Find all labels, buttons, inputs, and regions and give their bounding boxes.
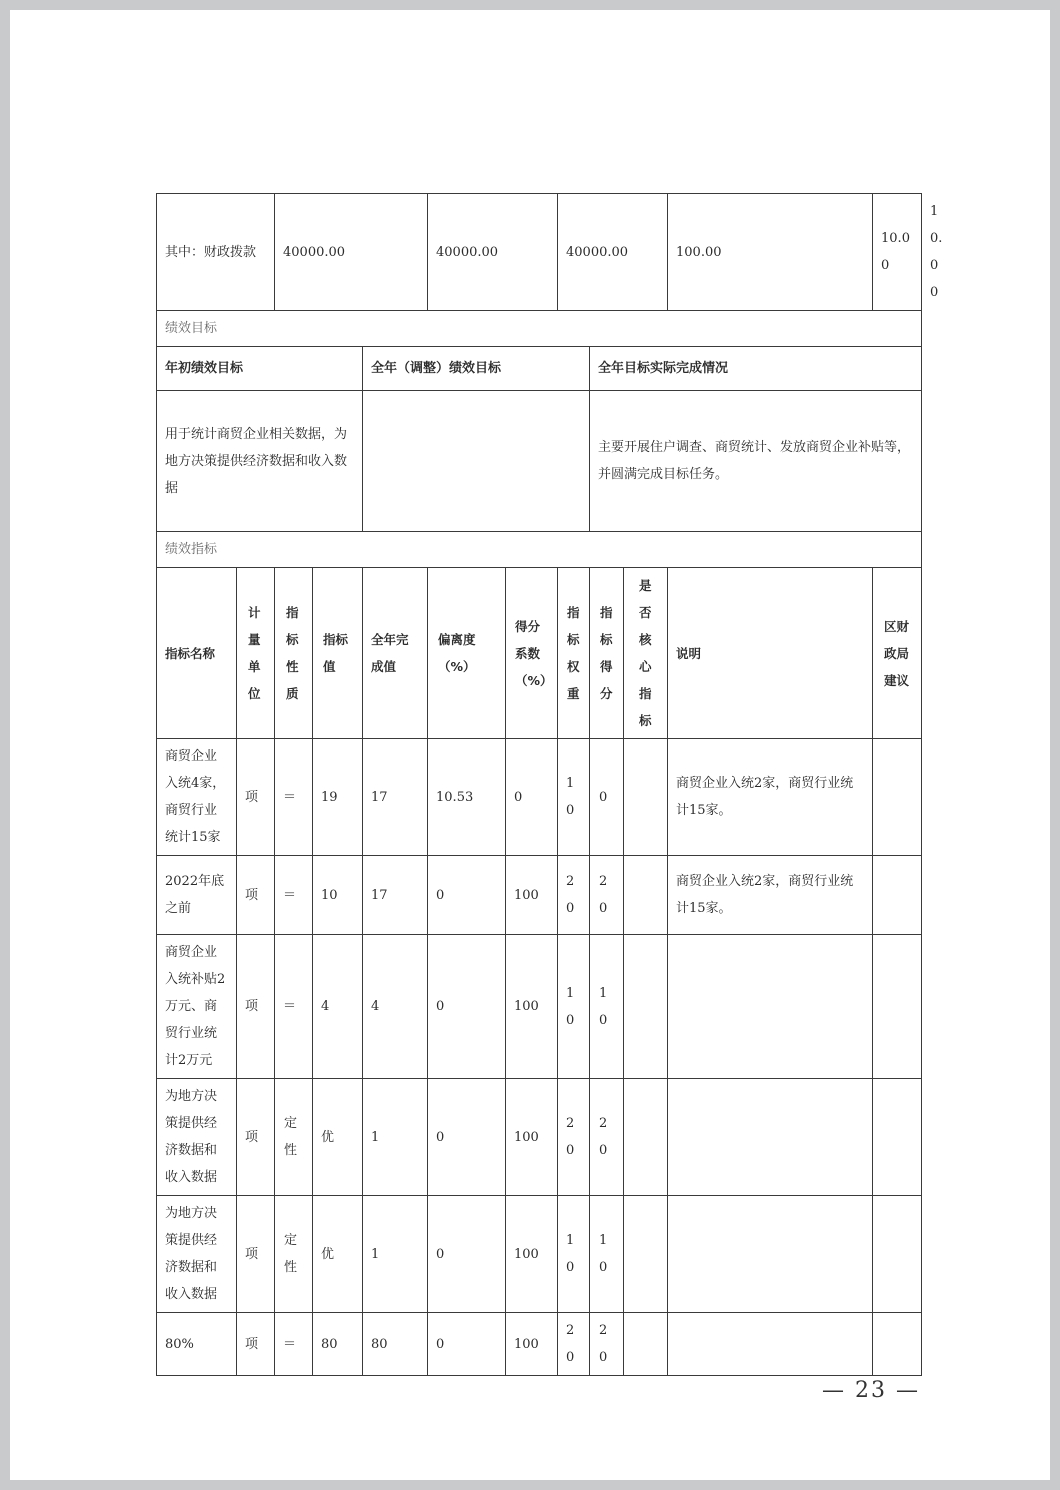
col-header: 是否核心指标 bbox=[624, 568, 668, 739]
indicator-note bbox=[668, 1313, 873, 1376]
indicator-name: 80% bbox=[157, 1313, 237, 1376]
indicator-advice bbox=[873, 1313, 922, 1376]
col-header: 指标得分 bbox=[590, 568, 624, 739]
budget-row-label: 其中：财政拨款 bbox=[157, 194, 275, 311]
table-row bbox=[157, 1313, 922, 1376]
budget-value: 100.00 bbox=[668, 194, 873, 311]
indicator-deviation: 0 bbox=[428, 1079, 506, 1196]
col-header: 指标权重 bbox=[558, 568, 590, 739]
table-row bbox=[157, 1196, 922, 1313]
indicator-core bbox=[624, 856, 668, 935]
indicator-unit: 项 bbox=[237, 739, 275, 856]
indicator-weight: 10 bbox=[558, 739, 590, 856]
table-row bbox=[157, 739, 922, 856]
performance-table bbox=[156, 193, 943, 1376]
budget-row: 其中：财政拨款 40000.00 40000.00 40000.00 100.00 10.00 10.00 bbox=[157, 194, 922, 311]
indicator-advice bbox=[873, 856, 922, 935]
indicator-advice bbox=[873, 1196, 922, 1313]
indicator-name: 2022年底之前 bbox=[157, 856, 237, 935]
col-header: 说明 bbox=[668, 568, 873, 739]
indicator-target: 19 bbox=[313, 739, 363, 856]
indicator-actual: 80 bbox=[363, 1313, 428, 1376]
col-header: 指标性质 bbox=[275, 568, 313, 739]
indicator-target: 80 bbox=[313, 1313, 363, 1376]
col-header: 全年完成值 bbox=[363, 568, 428, 739]
indicator-coef: 100 bbox=[506, 1079, 558, 1196]
indicator-unit: 项 bbox=[237, 856, 275, 935]
adjusted-goal-text bbox=[363, 391, 590, 532]
actual-completion-text: 主要开展住户调查、商贸统计、发放商贸企业补贴等，并圆满完成目标任务。 bbox=[590, 391, 922, 532]
indicator-note bbox=[668, 935, 873, 1079]
header-adjusted-goal: 全年（调整）绩效目标 bbox=[363, 347, 590, 391]
col-header: 区财政局建议 bbox=[873, 568, 922, 739]
indicator-deviation: 10.53 bbox=[428, 739, 506, 856]
indicator-score: 0 bbox=[590, 739, 624, 856]
indicator-target: 4 bbox=[313, 935, 363, 1079]
table-row bbox=[157, 1079, 922, 1196]
indicator-actual: 17 bbox=[363, 856, 428, 935]
indicator-score: 10 bbox=[590, 1196, 624, 1313]
indicator-target: 10 bbox=[313, 856, 363, 935]
page-number: — 23 — bbox=[822, 1378, 920, 1403]
indicator-nature: ＝ bbox=[275, 935, 313, 1079]
indicator-note bbox=[668, 1079, 873, 1196]
indicator-nature: 定性 bbox=[275, 1079, 313, 1196]
indicator-deviation: 0 bbox=[428, 935, 506, 1079]
indicator-target: 优 bbox=[313, 1079, 363, 1196]
col-header: 指标名称 bbox=[157, 568, 237, 739]
indicator-actual: 1 bbox=[363, 1196, 428, 1313]
initial-goal-text: 用于统计商贸企业相关数据，为地方决策提供经济数据和收入数据 bbox=[157, 391, 363, 532]
indicator-name: 为地方决策提供经济数据和收入数据 bbox=[157, 1079, 237, 1196]
indicator-score: 20 bbox=[590, 856, 624, 935]
indicator-core bbox=[624, 739, 668, 856]
indicator-core bbox=[624, 1313, 668, 1376]
indicator-advice bbox=[873, 1079, 922, 1196]
indicator-unit: 项 bbox=[237, 1196, 275, 1313]
budget-value: 40000.00 bbox=[275, 194, 428, 311]
table-row bbox=[157, 935, 922, 1079]
indicator-actual: 17 bbox=[363, 739, 428, 856]
indicator-nature: ＝ bbox=[275, 856, 313, 935]
indicator-weight: 20 bbox=[558, 1079, 590, 1196]
indicator-unit: 项 bbox=[237, 935, 275, 1079]
indicator-deviation: 0 bbox=[428, 1196, 506, 1313]
col-header: 得分系数（%） bbox=[506, 568, 558, 739]
indicator-nature: ＝ bbox=[275, 1313, 313, 1376]
indicator-nature: ＝ bbox=[275, 739, 313, 856]
indicator-name: 商贸企业入统补贴2万元、商贸行业统计2万元 bbox=[157, 935, 237, 1079]
header-initial-goal: 年初绩效目标 bbox=[157, 347, 363, 391]
header-actual-completion: 全年目标实际完成情况 bbox=[590, 347, 922, 391]
table-row bbox=[157, 856, 922, 935]
document-page bbox=[10, 10, 1050, 1480]
indicator-weight: 20 bbox=[558, 1313, 590, 1376]
indicator-header-row bbox=[157, 568, 922, 739]
indicator-nature: 定性 bbox=[275, 1196, 313, 1313]
indicator-advice bbox=[873, 935, 922, 1079]
indicator-coef: 100 bbox=[506, 856, 558, 935]
indicator-weight: 20 bbox=[558, 856, 590, 935]
indicator-name: 为地方决策提供经济数据和收入数据 bbox=[157, 1196, 237, 1313]
indicator-weight: 10 bbox=[558, 935, 590, 1079]
indicator-score: 20 bbox=[590, 1313, 624, 1376]
indicator-advice bbox=[873, 739, 922, 856]
section-title-indicators: 绩效指标 bbox=[157, 532, 922, 568]
col-header: 指标值 bbox=[313, 568, 363, 739]
indicator-note bbox=[668, 1196, 873, 1313]
indicator-deviation: 0 bbox=[428, 1313, 506, 1376]
indicator-actual: 4 bbox=[363, 935, 428, 1079]
indicator-coef: 0 bbox=[506, 739, 558, 856]
indicator-core bbox=[624, 935, 668, 1079]
indicator-core bbox=[624, 1079, 668, 1196]
col-header: 偏离度（%） bbox=[428, 568, 506, 739]
col-header: 计量单位 bbox=[237, 568, 275, 739]
indicator-note: 商贸企业入统2家，商贸行业统计15家。 bbox=[668, 739, 873, 856]
budget-value: 10.00 bbox=[873, 194, 922, 311]
indicator-score: 10 bbox=[590, 935, 624, 1079]
indicator-name: 商贸企业入统4家，商贸行业统计15家 bbox=[157, 739, 237, 856]
indicator-coef: 100 bbox=[506, 935, 558, 1079]
indicator-target: 优 bbox=[313, 1196, 363, 1313]
budget-value: 40000.00 bbox=[558, 194, 668, 311]
indicator-core bbox=[624, 1196, 668, 1313]
budget-value: 40000.00 bbox=[428, 194, 558, 311]
indicator-coef: 100 bbox=[506, 1196, 558, 1313]
indicator-actual: 1 bbox=[363, 1079, 428, 1196]
indicator-unit: 项 bbox=[237, 1313, 275, 1376]
indicator-note: 商贸企业入统2家，商贸行业统计15家。 bbox=[668, 856, 873, 935]
indicator-score: 20 bbox=[590, 1079, 624, 1196]
indicator-unit: 项 bbox=[237, 1079, 275, 1196]
indicator-coef: 100 bbox=[506, 1313, 558, 1376]
indicator-deviation: 0 bbox=[428, 856, 506, 935]
section-title-goals: 绩效目标 bbox=[157, 311, 922, 347]
indicator-weight: 10 bbox=[558, 1196, 590, 1313]
